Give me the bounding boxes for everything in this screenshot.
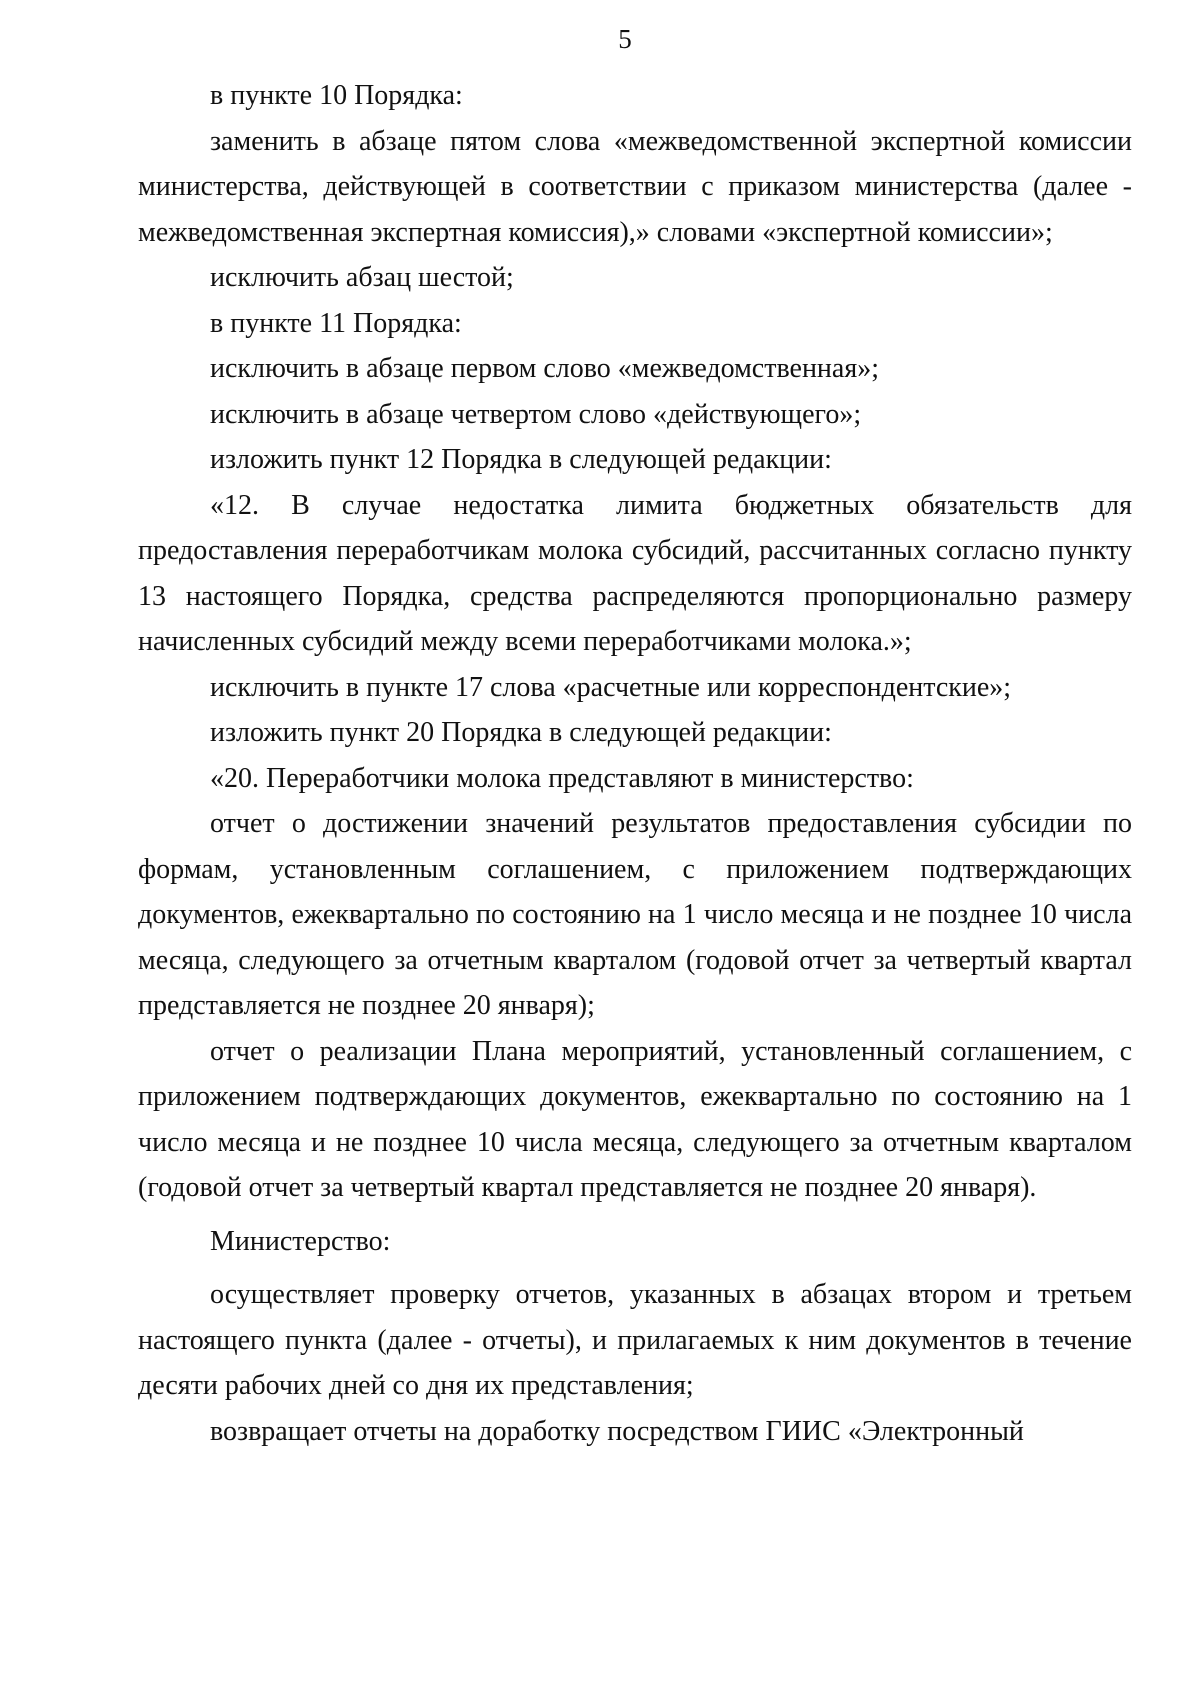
paragraph-ministry-heading: Министерство: (210, 1225, 391, 1257)
paragraph-exclude-sixth-abzac: исключить абзац шестой; (210, 262, 514, 293)
page-number: 5 (618, 24, 632, 54)
paragraph-clause-12-intro: изложить пункт 12 Порядка в следующей редакции: (210, 444, 832, 475)
paragraph-clause-12-text: «12. В случае недостатка лимита бюджетных обязательств для предоставления переработчикам молока субсидий, рассчитанных согласно пункту 13 настоящего Порядка, средства распределяются пропорционально размеру начисленных субсидий между всеми переработчиками молока.»; (138, 489, 1132, 657)
paragraph-exclude-clause-17-words: исключить в пункте 17 слова «расчетные или корреспондентские»; (210, 671, 1012, 703)
paragraph-replace-commission-words: заменить в абзаце пятом слова «межведомственной экспертной комиссии министерства, действующей в соответствии с приказом министерства (далее - межведомственная экспертная комиссия),» словами «экспертной комиссии»; (138, 125, 1132, 248)
paragraph-exclude-word-interdepartmental: исключить в абзаце первом слово «межведомственная»; (210, 353, 880, 384)
paragraph-ministry-checks-reports: осуществляет проверку отчетов, указанных в абзацах втором и третьем настоящего пункта (далее - отчеты), и прилагаемых к ним документов в течение десяти рабочих дней со дня их представления; (138, 1279, 1132, 1401)
document-body (138, 73, 1132, 1454)
paragraph-report-results: отчет о достижении значений результатов предоставления субсидии по формам, установленным соглашением, с приложением подтверждающих документов, ежеквартально по состоянию на 1 число месяца и не позднее 10 числа месяца, следующего за отчетным кварталом (годовой отчет за четвертый квартал представляется не позднее 20 января); (138, 808, 1132, 1021)
paragraph-clause-20-text: «20. Переработчики молока представляют в министерство: (210, 762, 914, 794)
paragraph-exclude-word-acting: исключить в абзаце четвертом слово «действующего»; (210, 398, 862, 430)
paragraph-clause-11-heading: в пункте 11 Порядка: (210, 307, 462, 339)
paragraph-ministry-returns-reports: возвращает отчеты на доработку посредством ГИИС «Электронный (210, 1415, 1024, 1447)
paragraph-clause-10-heading: в пункте 10 Порядка: (210, 80, 463, 111)
paragraph-clause-20-intro: изложить пункт 20 Порядка в следующей редакции: (210, 717, 832, 748)
paragraph-report-plan: отчет о реализации Плана мероприятий, установленный соглашением, с приложением подтверждающих документов, ежеквартально по состоянию на 1 число месяца и не позднее 10 числа месяца, следующего за отчетным кварталом (годовой отчет за четвертый квартал представляется не позднее 20 января). (138, 1035, 1132, 1203)
